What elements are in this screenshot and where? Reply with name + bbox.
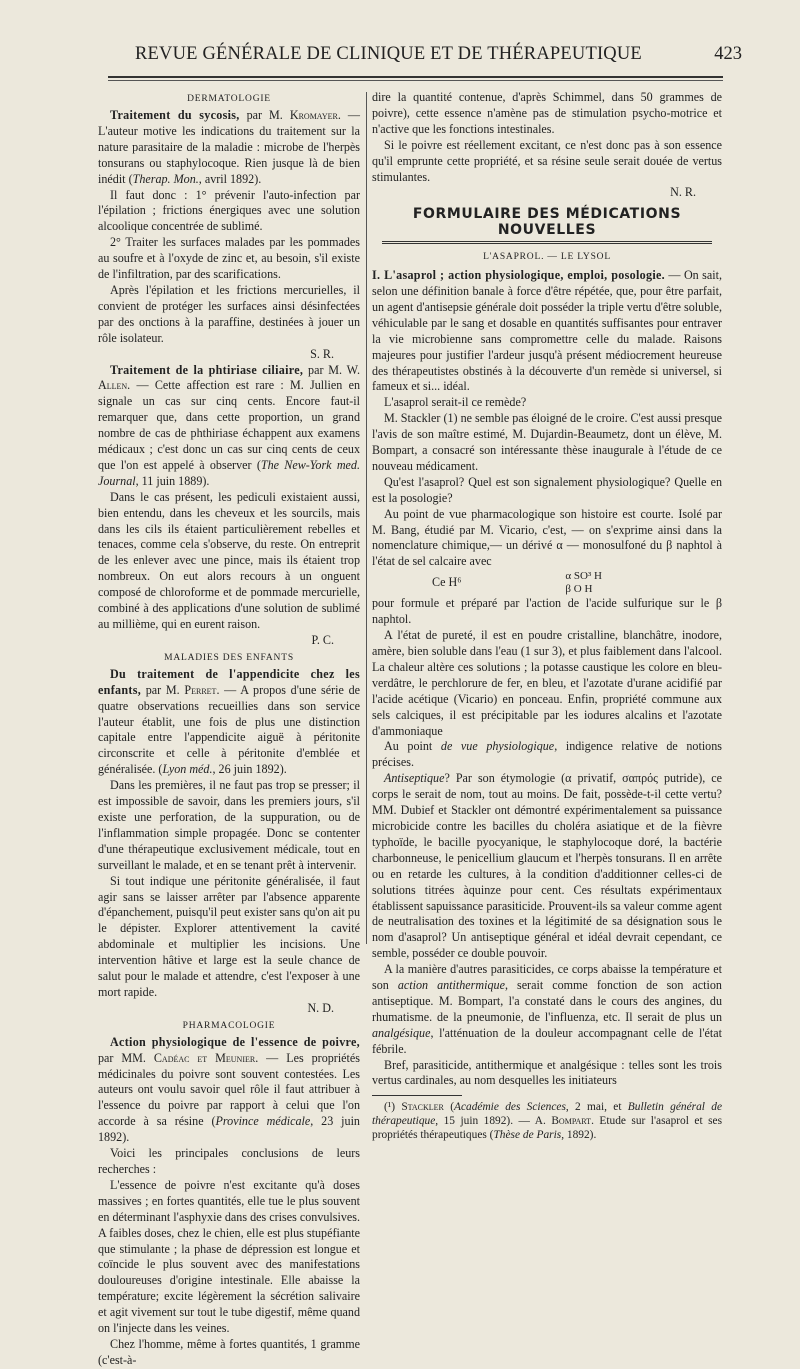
- header-rule: [108, 76, 723, 78]
- paragraph: L'asaprol serait-il ce remède?: [384, 395, 527, 410]
- section-title: L'asaprol ; action physiologique, emploi, posologie.: [384, 268, 665, 283]
- section-heading-pharmacologie: PHARMACOLOGIE: [182, 1020, 276, 1031]
- section-heading-enfants: MALADIES DES ENFANTS: [164, 652, 294, 663]
- article-appendicite: [98, 667, 360, 778]
- footnote-text: . Etude sur l'asaprol et ses propriétés thérapeutiques (: [372, 1115, 723, 1142]
- paragraph-text: — On sait, selon une définition banale à force d'être répétée, que, pour être parfait, un agent d'antisepsie générale doit posséder la triple vertu d'être soluble, véhiculable par le sang et dosable en quantités suffisantes pour entraver la vie microbienne sans compromettre celle du malade. Raisons majeures pour justifier l'ardeur jusqu'à présent médiocrement heureuse des thérapeutistes obstinés à la découverte d'un remède si universel, si fameux et si... idéal.: [372, 268, 722, 394]
- formula-groups: [565, 570, 722, 596]
- paragraph: [372, 771, 722, 962]
- source-citation: The New-York med. Journal: [98, 457, 360, 488]
- article-text: . — L'auteur motive les indications du traitement sur la nature parasitaire de la maladie : microbe de l'herpès tonsurans ou staphylocoque. Rien jusque là de bien inédit (: [98, 108, 360, 186]
- paragraph: Voici les principales conclusions de leurs recherches :: [98, 1146, 360, 1176]
- formula-group-bottom: β O H: [565, 583, 593, 596]
- right-column: [372, 90, 722, 1142]
- paragraph: A l'état de pureté, il est en poudre cristalline, blanchâtre, inodore, amère, bien soluble dans l'eau (1 sur 3), et plus faiblement dans l'alcool. La chaleur altère ces solutions ; la potasse caustique les colore en bleu-verdâtre, le perchlorure de fer, en bleu, et l'azotate d'urane acidifié par l'acide acétique (Vicario) en ponceau. Enfin, propriété commune aux sels calciques, il est précipitable par les iodures alcalins et l'azotate d'ammoniaque: [372, 628, 722, 738]
- paragraph: 2° Traiter les surfaces malades par les pommades au soufre et à l'oxyde de zinc et, au besoin, s'il existe de l'infiltration, par des scarifications.: [98, 235, 360, 282]
- left-column: [98, 90, 360, 1369]
- footnote-text: , 1892).: [561, 1129, 597, 1142]
- article-text: , 23 juin 1892).: [98, 1114, 360, 1145]
- author-name: Allen: [98, 378, 128, 393]
- running-header: [105, 40, 750, 74]
- article-title: Traitement du sycosis,: [110, 108, 240, 122]
- paragraph-text: A la manière d'autres parasiticides, ce corps abaisse la température et son: [372, 962, 722, 993]
- paragraph: Si le poivre est réellement excitant, ce n'est donc pas à son essence qu'il emprunte cette propriété, et sa résine seule serait douée de vertus stimulantes.: [372, 137, 722, 184]
- italic-text: action antithermique: [397, 978, 505, 993]
- article-title: Action physiologique de l'essence de poivre,: [110, 1034, 360, 1049]
- formula-group-top: α SO³ H: [565, 570, 602, 583]
- paragraph: Au point de vue pharmacologique son histoire est courte. Isolé par M. Bang, étudié par M. Vicario, c'est, — on s'exprime ainsi dans la nomenclature chimique,— un dérivé α — monosulfoné du β naphtol à l'état de sel calcaire avec: [372, 506, 722, 569]
- paragraph: L'essence de poivre n'est excitante qu'à doses massives ; en fortes quantités, elle tue le plus souvent en déterminant l'asphyxie dans des crises convulsives. A faibles doses, chez le chien, elle est plus stupéfiante que stimulante ; la phase de dépression est longue et coïncide le plus souvent avec des manifestations douloureuses d'origine intestinale. Elle abaisse la température; excite légèrement la sécrétion salivaire et agit vivement sur tout le tube digestif, même quand on l'injecte dans les veines.: [98, 1177, 360, 1336]
- source-citation: Therap. Mon.: [132, 171, 199, 186]
- signature: P. C.: [311, 632, 334, 647]
- footnote-text: (: [443, 1101, 454, 1114]
- section-asaprol: [372, 268, 722, 395]
- source-citation: Province médicale: [215, 1114, 311, 1129]
- footnote-marker: (¹): [384, 1101, 402, 1114]
- source-citation: Lyon méd.: [162, 762, 213, 777]
- paragraph: Dans le cas présent, les pediculi existaient aussi, bien entendu, dans les cheveux et les sourcils, mais dans les cils ils étaient particulièrement rebelles et tenaces, comme cela s'observe, du reste. On entreprit de les enlever avec une pince, mais ils étaient trop nombreux. On eut alors recours à un onguent composé de chloroforme et de pommade mercurielle, combiné à des applications d'une solution de sublimé au millième, qui en eurent raison.: [98, 489, 360, 631]
- signature: N. D.: [307, 1000, 334, 1015]
- italic-text: analgésique: [372, 1025, 431, 1040]
- section-heading-dermatologie: DERMATOLOGIE: [187, 94, 271, 104]
- paragraph-text: , serait comme fonction de son action antiseptique. M. Bompart, l'a constaté dans le cours des angines, du rhumatisme. de la pneumonie, de l'influenza, etc. Il serait de plus un: [372, 978, 722, 1024]
- formulaire-subheading: L'ASAPROL. — LE LYSOL: [483, 252, 611, 263]
- article-text: par M.: [239, 108, 290, 122]
- paragraph: Après l'épilation et les frictions mercurielles, il convient de protéger les surfaces ainsi désinfectées par des onctions à la paraffine, destinées à jouer un rôle isolateur.: [98, 282, 360, 345]
- italic-text: de vue physiologique: [440, 739, 555, 754]
- paragraph: dire la quantité contenue, d'après Schimmel, dans 50 grammes de poivre), cette essence n'amène pas de stimulation psycho-motrice et n'active que les fonctions intestinales.: [372, 90, 722, 136]
- banner-rule: [382, 241, 712, 244]
- journal-title: REVUE GÉNÉRALE DE CLINIQUE ET DE THÉRAPEUTIQUE: [135, 44, 642, 64]
- article-text: par M. W.: [303, 362, 360, 377]
- italic-text: Antiseptique: [384, 771, 445, 786]
- paragraph: Bref, parasiticide, antithermique et analgésique : telles sont les trois vertus cardinales, au nom desquelles les initiateurs: [372, 1057, 722, 1088]
- author-name: Bompart: [551, 1115, 592, 1128]
- paragraph: M. Stackler (1) ne semble pas éloigné de le croire. C'est aussi presque l'avis de son maître estimé, M. Dujardin-Beaumetz, dont un élève, M. Bompart, a consacré son intéressante thèse inaugurale à l'étude de ce nouveau médicament.: [372, 411, 723, 473]
- article-text: par MM.: [98, 1050, 154, 1065]
- article-phtiriase: [98, 363, 360, 490]
- column-divider: [366, 92, 367, 944]
- footnote-text: , 15 juin 1892). — A.: [435, 1115, 552, 1128]
- paragraph: Dans les premières, il ne faut pas trop se presser; il est impossible de savoir, dans les premiers jours, s'il existe une perforation, de la suppuration, ou de l'inflammation simple propagée. Donc se contenter d'une thérapeutique exclusivement médicale, tout en surveillant le malade, et en se tenant prêt à intervenir.: [98, 778, 360, 872]
- author-name: Kromayer: [289, 108, 338, 122]
- footnote-rule: [372, 1095, 462, 1096]
- paragraph: Chez l'homme, même à fortes quantités, 1 gramme (c'est-à-: [98, 1336, 360, 1367]
- chemical-formula: [372, 570, 722, 596]
- paragraph-text: , l'atténuation de la douleur accompagnant celle de l'état fébrile.: [372, 1025, 722, 1056]
- paragraph: [372, 739, 722, 771]
- paragraph-text: ? Par son étymologie (α privatif, σαπρός putride), ce corps le serait de nom, tout au moins. De fait, possède-t-il cette vertu? MM. Dubief et Stackler ont démontré expérimentalement sa puissance microbicide contre les bacilles du choléra asiatique et de la fièvre typhoïde, le bacille pyocyanique, le staphylocoque doré, la bactérie charbonneuse, le penicellium glaucum et l'herpès tonsurans. Il en arrête ou en retarde les cultures, à la condition d'additionner celles-ci de solutions titrées àquinze pour cent. Ces résultats expérimentaux établissent sapuissance parasiticide. Prouvent-ils sa valeur comme agent de neutralisation des toxines et la légitimité de sa désignation sous le nom d'asaprol? Un antiseptique général et idéal devrait cependant, ce semble, posséder ce double pouvoir.: [372, 771, 722, 961]
- article-poivre: [98, 1035, 360, 1146]
- header-rule-thin: [108, 80, 723, 81]
- article-title: Traitement de la phtiriase ciliaire,: [110, 362, 304, 377]
- source-citation: Académie des Sciences: [454, 1101, 566, 1114]
- article-text: . — Les propriétés médicinales du poivre sont souvent contestées. Les auteurs ont voulu savoir quel rôle il faut attribuer à l'essence du poivre par rapport à celui que l'on accorde à sa résine (: [98, 1050, 360, 1129]
- footnote: [372, 1100, 722, 1142]
- article-sycosis: [98, 108, 360, 188]
- signature: S. R.: [310, 346, 334, 361]
- article-text: . — A propos d'une série de quatre observations recueillies dans son service l'auteur établit, une fois de plus une distinction capitale entre l'appendicite aiguë à péritonite circonscrite et celle à péritonite d'emblée et généralisée. (: [98, 682, 360, 777]
- signature: N. R.: [670, 185, 696, 200]
- article-text: , 26 juin 1892).: [212, 762, 287, 777]
- article-text: , 11 juin 1889).: [135, 473, 210, 488]
- paragraph: [372, 962, 722, 1057]
- footnote-text: , 2 mai, et: [565, 1101, 628, 1114]
- article-title: Du traitement de l'appendicite chez les enfants,: [98, 666, 360, 697]
- paragraph: Il faut donc : 1° prévenir l'auto-infection par l'épilation ; frictions énergiques avec une solution alcoolique concentrée de sublimé.: [98, 187, 360, 234]
- paragraph: Si tout indique une péritonite généralisée, il faut agir sans se laisser arrêter par l'absence apparente d'épanchement, puisqu'il peut exister sans qu'on ait pu le dépister. Explorer attentivement la cavité abdominale et multiplier les incisions. Une intervention hâtive et large est la seule chance de salut pour le malade et attendre, c'est l'exposer à une mort rapide.: [98, 873, 360, 999]
- article-text: , avril 1892).: [198, 171, 262, 186]
- source-citation: Bulletin général de thérapeutique: [372, 1101, 722, 1128]
- paragraph: Qu'est l'asaprol? Quel est son signalement physiologique? Quelle en est la posologie?: [372, 474, 722, 505]
- page-number: 423: [714, 44, 742, 64]
- paragraph-text: , indigence relative de notions précises.: [372, 739, 722, 770]
- section-number: I.: [372, 268, 385, 283]
- article-text: . — Cette affection est rare : M. Jullien en signale un cas sur cinq cents. Encore faut-il remarquer que, dans cette proportion, un grand nombre de cas de phthiriase échappent aux examens médicaux ; c'est donc un cas sur cinq cents de ceux que l'on est appelé à observer (: [98, 378, 360, 472]
- author-name: Cadéac et Meunier: [153, 1050, 256, 1065]
- author-name: Stackler: [401, 1101, 444, 1114]
- paragraph-text: Au point: [384, 739, 441, 754]
- formulaire-banner: FORMULAIRE DES MÉDICATIONS NOUVELLES: [412, 206, 682, 239]
- author-name: Perret: [184, 682, 217, 697]
- paragraph: pour formule et préparé par l'action de l'acide sulfurique sur le β naphtol.: [372, 596, 722, 627]
- article-text: par M.: [141, 682, 185, 697]
- source-citation: Thèse de Paris: [493, 1129, 562, 1142]
- formula-base: Ce H⁶: [432, 575, 462, 590]
